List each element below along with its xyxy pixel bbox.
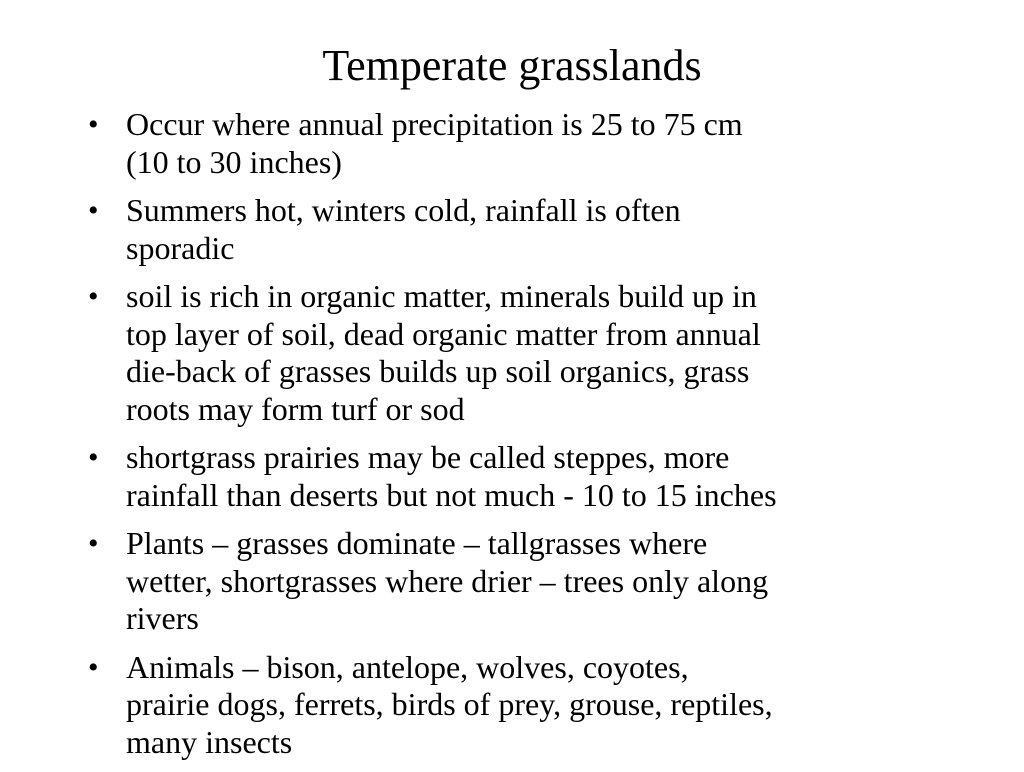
- bullet-item-climate: [126, 192, 986, 267]
- bullet-item-animals: [126, 649, 986, 762]
- bullet-list: [126, 106, 986, 772]
- bullet-line: • soil is rich in organic matter, minerals build up in: [126, 278, 757, 314]
- bullet-item-steppes: [126, 439, 986, 514]
- bullet-line: • Summers hot, winters cold, rainfall is often: [126, 192, 681, 228]
- bullet-item-plants: [126, 525, 986, 638]
- bullet-item-soil: [126, 278, 986, 428]
- bullet-line: many insects: [126, 723, 293, 760]
- bullet-line: rainfall than deserts but not much - 10 to 15 inches: [126, 476, 777, 513]
- bullet-line: • Plants – grasses dominate – tallgrasses where: [126, 525, 708, 561]
- bullet-line: die-back of grasses builds up soil organics, grass: [126, 353, 750, 389]
- bullet-line: prairie dogs, ferrets, birds of prey, grouse, reptiles,: [126, 686, 773, 722]
- bullet-line: • Occur where annual precipitation is 25 to 75 cm: [126, 106, 743, 142]
- bullet-item-precipitation: [126, 106, 986, 181]
- bullet-line: wetter, shortgrasses where drier – trees only along: [126, 562, 769, 599]
- bullet-line: sporadic: [126, 229, 235, 266]
- bullet-line: (10 to 30 inches): [126, 143, 342, 180]
- bullet-line: • shortgrass prairies may be called steppes, more: [126, 439, 730, 475]
- bullet-line: • Animals – bison, antelope, wolves, coyotes,: [126, 648, 689, 685]
- slide-title: Temperate grasslands: [322, 41, 702, 90]
- bullet-line: top layer of soil, dead organic matter from annual: [126, 315, 761, 352]
- bullet-line: rivers: [126, 600, 199, 636]
- bullet-line: roots may form turf or sod: [126, 390, 465, 427]
